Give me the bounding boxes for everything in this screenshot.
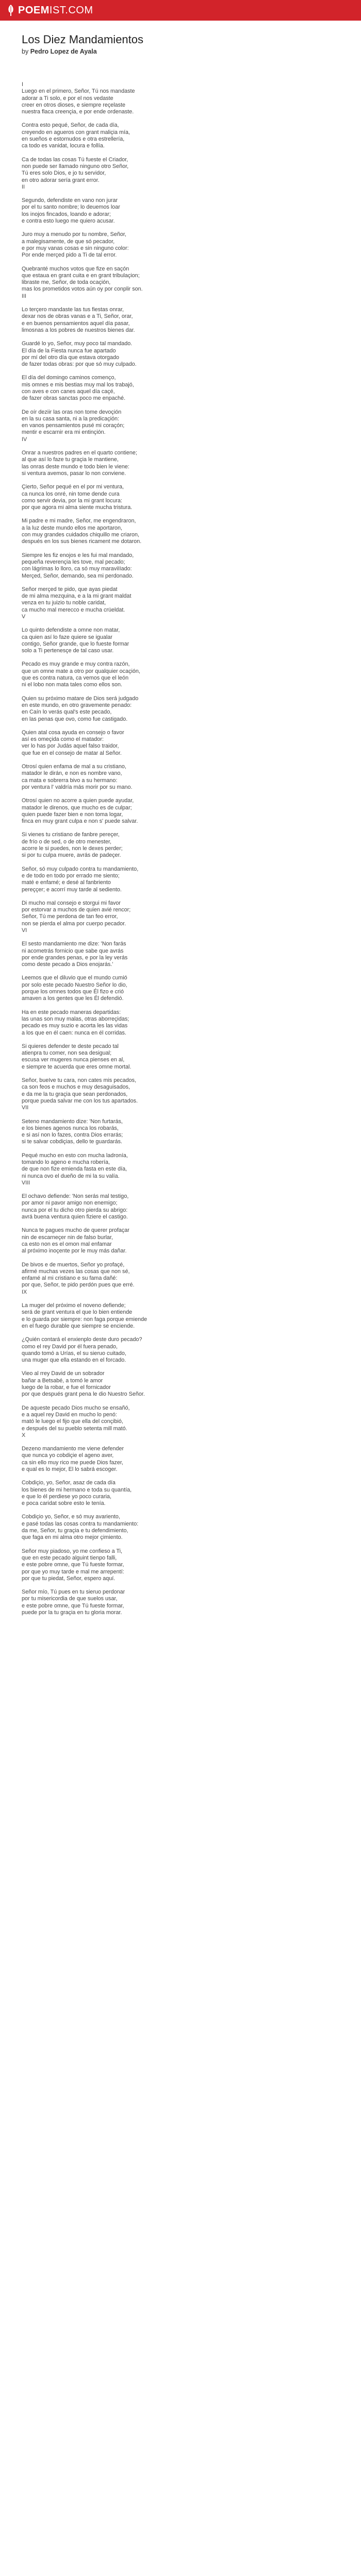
poem-line: atienpra tu comer, non sea desigual; (22, 1050, 112, 1057)
poem-line: Quien su próximo matare de Dios será judgado (22, 695, 139, 702)
poem-line: ni el lobo non mata tales como ellos son. (22, 682, 123, 688)
poem-line: pecado es muy suzio e acorta les las vidas (22, 1023, 128, 1029)
author-by-label: by (22, 48, 29, 55)
poem-line: VI (22, 927, 27, 934)
poem-line: da me, Señor, tu graçia e tu defendimiento, (22, 1528, 128, 1534)
poem-line: e por muy vanas cosas e sin ninguno color: (22, 245, 129, 251)
poem-stanza (22, 122, 238, 149)
poem-line: De oír deziir las oras non tome devoçión (22, 409, 122, 415)
poem-line: Otrosí quien no acorre a quien puede ayudar, (22, 798, 134, 804)
poem-line: Dezeno mandamiento me viene defender (22, 1446, 124, 1452)
poem-stanza (22, 866, 238, 893)
poem-line: por solo este pecado Nuestro Señor lo dio, (22, 981, 127, 988)
poem-line: El sesto mandamiento me dize: 'Non farás (22, 941, 126, 947)
poem-line: Pecado es muy grande e muy contra razón, (22, 661, 130, 668)
poem-stanza (22, 941, 238, 968)
poem-line: afirmé muchas vezes las cosas que non sé, (22, 1268, 130, 1275)
poem-line: con lágrimas lo lloro, ca só muy maraviIIado: (22, 566, 132, 572)
poem-line: Señor, só muy culpado contra tu mandamiento, (22, 866, 139, 872)
poem-line: nin de escarneçer nin de falso burlar, (22, 1234, 113, 1241)
poem-line: en sueños e estornudos e otra estrellería, (22, 136, 125, 143)
poem-line: e de todo en todo por errado me siento; (22, 872, 120, 879)
poem-line: Juro muy a menudo por tu nombre, Señor, (22, 231, 126, 238)
poem-line: matador le dirán, e non es nombre vano, (22, 770, 122, 777)
poem-stanza (22, 157, 238, 191)
poem-line: e qual es lo mejor, El lo sabrá escoger. (22, 1466, 118, 1472)
poem-line: los inojos fincados, loando e adorar; (22, 211, 111, 217)
poem-stanza (22, 518, 238, 545)
poem-line: Vieo al rrey David de un sobrador (22, 1370, 105, 1377)
poem-line: por ende grandes penas, e por la ley verás (22, 954, 128, 961)
poem-line: Ha en este pecado maneras departidas: (22, 1009, 121, 1015)
poem-line: Onrar a nuestros padres en el quarto contiene; (22, 450, 137, 456)
poem-stanza (22, 341, 238, 368)
poem-line: Señor, bueIve tu cara, non cates mis pecados, (22, 1077, 137, 1084)
poem-line: si ventura avemos, pasar lo non conviene. (22, 470, 126, 477)
poem-line: luego de la robar, e fue el fornicador (22, 1384, 111, 1391)
poem-line: e siempre te acuerda que eres omne mortal. (22, 1063, 132, 1070)
poem-line: quien puede fazer bien e non toma logar, (22, 811, 123, 818)
poem-line: mató le luego el fijo que ella del conçibió, (22, 1418, 123, 1425)
poem-line: creer en otros dioses, e siempre reçelaste (22, 101, 126, 108)
poem-line: por que tu piedat, Señor, espero aquí. (22, 1575, 116, 1582)
site-header (0, 0, 361, 21)
poem-line: limosnas a los pobres de nuestros bienes dar. (22, 327, 135, 333)
poem-line: e lo guarda por siempre: non faga porque emiende (22, 1316, 147, 1323)
poem-line: venza en tu juizio tu noble caridat, (22, 600, 106, 606)
poem-line: avrá buena ventura quien fiziere el castigo. (22, 1214, 128, 1221)
logo-text-bold: POEM (18, 4, 50, 16)
poem-author (22, 47, 238, 56)
poem-line: Seteno mandamiento dize: 'Non furtarás, (22, 1118, 123, 1125)
poem-line: de fazer todas obras: por que só muy culpado. (22, 361, 137, 368)
poem-body (22, 81, 238, 1616)
poem-line: que estaua en grant cuita e en grant tribulaçion; (22, 272, 140, 279)
poem-line: IV (22, 436, 27, 443)
poem-line: Otrosí quien enfama de mal a su cristiano, (22, 764, 126, 770)
poem-line: escusa ver mugeres nunca pienses en al, (22, 1057, 125, 1063)
poem-line: ca mata e sobrerra bivo a su hermano: (22, 777, 118, 784)
poem-line: El día de la Fiesta nunca fue apartado (22, 347, 116, 354)
poem-line: una muger que ella estando en el forcado. (22, 1357, 126, 1364)
logo-text-rest: IST.COM (49, 4, 93, 16)
poem-line: que en este pecado alguint tienpo falli, (22, 1554, 117, 1561)
poem-line: ca esto non es el omon mal enfamar (22, 1241, 112, 1247)
poem-stanza (22, 1262, 238, 1296)
poem-line: mentir e escarnir era mi entinçión. (22, 429, 106, 436)
poem-stanza (22, 552, 238, 580)
poem-line: Pequé mucho en esto con mucha ladronía, (22, 1152, 128, 1159)
poem-line: dexar nos de obras vanas e a Ti, Señor, orar, (22, 313, 133, 320)
poem-line: que nunca yo cobdiçie el ageno aver, (22, 1452, 114, 1459)
poem-stanza (22, 1370, 238, 1398)
poem-stanza (22, 1446, 238, 1473)
poem-line: de frío o de sed, o de otro menester, (22, 838, 112, 845)
poem-stanza (22, 231, 238, 259)
quill-icon (7, 5, 14, 16)
poem-line: quando tomó a Urías, el su sieruo cuitado, (22, 1350, 126, 1357)
poem-line: de fazer obras sanctas poco me enpaché. (22, 395, 126, 402)
poem-line: Señor muy piadoso, yo me confieso a Ti, (22, 1548, 123, 1554)
poem-line: por el tu santo nombre; lo deuemos loar (22, 204, 120, 211)
poem-line: e los bienes agenos nunca los robarás, (22, 1125, 119, 1131)
poem-line: las unas son muy malas, otras aborreçidas; (22, 1015, 129, 1022)
poem-stanza (22, 764, 238, 791)
poem-line: si te salvar cobdiçias, dello te guardarás. (22, 1139, 123, 1145)
poem-line: El ochavo defiende: 'Non serás mal testigo, (22, 1193, 129, 1200)
poem-line: X (22, 1432, 26, 1438)
poem-line: acorre le si puedes, non le dexes perder; (22, 845, 123, 852)
poem-line: de mi alma mezquina, e a la mi grant maldat (22, 593, 132, 600)
poem-line: por que, Señor, te pido perdón pues que erré. (22, 1282, 135, 1289)
poem-line: por tu misericordia de que suelos usar, (22, 1596, 118, 1602)
poem-line: porque los omnes todos que Él fizo e crió (22, 989, 124, 995)
poem-line: después en los sus bienes ricament me dotaron. (22, 538, 142, 545)
poem-line: con muy grandes cuidados chiquillo me criaron, (22, 532, 140, 538)
poem-line: matador le direnos, que mucho es de culpar; (22, 804, 132, 811)
poem-line: por que agora mi alma siente mucha tristura. (22, 504, 133, 511)
poem-line: De bivos e de muertos, Señor yo profaçé, (22, 1261, 125, 1268)
poem-line: ca mucho mal merecco e mucha crüeldat. (22, 606, 125, 613)
poem-line: como deste pecado a Dios enojarás.' (22, 961, 113, 968)
poem-stanza (22, 900, 238, 934)
poem-line: enfamé al mi cristiano e su fama dañé: (22, 1275, 118, 1282)
poem-line: Si quieres defender te deste pecado tal (22, 1043, 119, 1049)
poem-title: Los Diez Mandamientos (22, 33, 144, 46)
poem-line: V (22, 614, 26, 620)
poem-line: El día del domingo caminos començo, (22, 375, 116, 381)
poem-line: e contra esto luego me quiero acusar. (22, 218, 115, 225)
poem-line: por que después grant pena le dio Nuestro Señor. (22, 1391, 145, 1398)
poem-line: como el rey David por él fuera penado, (22, 1343, 118, 1350)
poem-line: e da me la tu graçia que sean perdonados, (22, 1091, 128, 1097)
poem-stanza (22, 798, 238, 825)
poem-line: ¿Quién contará el enxienplo deste duro pecado? (22, 1336, 142, 1343)
poem-line: las onras deste mundo e todo bien le viene: (22, 463, 129, 470)
poem-line: e después del su pueblo setenta mill mató. (22, 1425, 127, 1432)
poem-line: puede por la tu graçia en tu gloria morar. (22, 1609, 122, 1616)
poem-line: a malegisamente, de que só pecador, (22, 238, 115, 245)
poem-line: ca son feos e muchos e muy desaguisados, (22, 1084, 130, 1091)
poem-line: al próximo inoçente por le muy más dañar. (22, 1248, 127, 1255)
poem-line: II (22, 183, 25, 190)
poem-line: e pasé todas las cosas contra tu mandamiento: (22, 1520, 139, 1527)
poem-line: en Caín lo verás qual's este pecado, (22, 709, 112, 716)
poem-line: por mí del otro día que estava otorgado (22, 354, 120, 361)
poem-line: Cobdiçio yo, Señor, e só muy avariento, (22, 1514, 120, 1520)
poem-line: Quebranté muchos votos que fize en saçón (22, 265, 129, 272)
poem-line: ver lo has por Judás aquel falso traidor, (22, 743, 119, 750)
poem-line: Mi padre e mi madre, Señor, me engendraron, (22, 518, 136, 524)
poem-line: III (22, 293, 26, 299)
poem-stanza (22, 375, 238, 402)
poem-line: Luego en el primero, Señor, Tú nos mandaste (22, 88, 135, 95)
poem-line: bañar a Betsabé, a tomó le amor (22, 1377, 103, 1384)
poem-stanza (22, 1227, 238, 1255)
poem-line: e a aquel rey David en mucho lo penó: (22, 1411, 117, 1418)
poem-stanza (22, 661, 238, 688)
poem-line: maté e enfamé; e desé al fanbriento (22, 879, 111, 886)
poem-stanza (22, 1405, 238, 1439)
poem-line: con aves e con canes aquel día caçé, (22, 388, 115, 395)
poem-stanza (22, 832, 238, 859)
poem-line: pereççer; e acorrí muy tarde al sediento. (22, 886, 122, 893)
poem-line: Cobdiçio, yo, Señor, asaz de cada día (22, 1480, 116, 1486)
poem-line: por amor ni pavor amigo non enemigo; (22, 1200, 118, 1207)
poem-line: tomando lo ageno e mucha robería, (22, 1159, 110, 1165)
logo-text (18, 5, 93, 16)
poem-line: La muger del próximo el noveno defiende; (22, 1302, 126, 1309)
poem-line: e en buenos pensamientos aquel día pasar, (22, 320, 130, 327)
poem-line: Çierto, Señor pequé en el por mi ventura, (22, 484, 124, 490)
poem-stanza (22, 409, 238, 443)
poem-line: De aqueste pecado Dios mucho se ensañó, (22, 1404, 130, 1411)
poem-stanza (22, 81, 238, 115)
poem-line: Lo quinto defendiste a omne non matar, (22, 627, 120, 634)
poem-line: Merçed, Señor, demando, sea mi perdonado. (22, 572, 134, 579)
poem-line: por que yo muy tarde e mal me arrepentí: (22, 1568, 124, 1575)
author-name[interactable]: Pedro Lopez de Ayala (30, 48, 97, 55)
poem-line: al que así lo faze tu graçia le mantiene, (22, 456, 119, 463)
poem-line: Segundo, defendiste en vano non jurar (22, 197, 118, 204)
poem-line: e que lo él perdiese yo poco curaria, (22, 1493, 112, 1500)
poem-line: será de grant ventura el que lo bien entiende (22, 1309, 133, 1316)
poem-line: ca todo es vanidat, locura e follía. (22, 143, 105, 149)
poem-line: non puede ser llamado ninguno otro Señor, (22, 163, 129, 170)
poem-line: en la su casa santa, ni a la predicaçión: (22, 415, 120, 422)
poem-line: Di mucho mal consejo e storgui mi favor (22, 900, 121, 906)
poem-line: e este pobre omne, que Tú fueste formar, (22, 1562, 124, 1568)
poem-content (22, 33, 238, 1623)
poem-line: amaven a los gentes que les Él defendió. (22, 995, 124, 1002)
poem-stanza (22, 975, 238, 1002)
poem-line: así es omeçida como el matador: (22, 736, 104, 743)
poem-stanza (22, 307, 238, 334)
poem-stanza (22, 627, 238, 654)
poem-stanza (22, 586, 238, 620)
poem-line: en el fuego durable que siempre se enciende. (22, 1323, 135, 1329)
poem-stanza (22, 1077, 238, 1111)
site-logo[interactable] (7, 5, 93, 16)
poem-line: Por ende merçed pido a Ti de tal error. (22, 252, 117, 259)
poem-line: nunca por el tu dicho otro pierda su abrigo: (22, 1207, 128, 1213)
poem-line: solo a Ti pertenesçe de tal caso usar. (22, 648, 114, 654)
poem-line: Leemos que el diluvio que el mundo cumió (22, 975, 127, 981)
poem-line: adorar a Ti solo, e por el nos vedaste (22, 95, 113, 101)
poem-line: ca sin ello muy rico me puede Dios fazer, (22, 1459, 123, 1466)
poem-line: Tú eres solo Dios, e jo tu servidor, (22, 170, 106, 177)
poem-line: non se pierda el alma por cuerpo pecador. (22, 920, 126, 927)
poem-line: VII (22, 1105, 29, 1111)
poem-stanza (22, 1480, 238, 1507)
poem-line: contigo, Señor grande, que lo fueste formar (22, 640, 129, 647)
poem-stanza (22, 696, 238, 723)
poem-line: finca en muy grant culpa e non s' puede salvar. (22, 818, 138, 825)
poem-line: en otro adorar sería grant error. (22, 177, 100, 183)
poem-line: que fue en el consejo de matar al Señor. (22, 750, 122, 756)
poem-stanza (22, 1043, 238, 1071)
poem-line: pequeña reverençia les tove, mal pecado; (22, 558, 125, 565)
poem-line: Ca de todas las cosas Tú fueste el Criador, (22, 156, 128, 163)
poem-line: Contra esto pequé, Señor, de cada día, (22, 122, 119, 129)
poem-line: VIII (22, 1179, 30, 1186)
poem-line: Señor, Tú me perdona de tan feo error, (22, 913, 118, 920)
poem-line: que es contra natura, ca vemos que el león (22, 675, 129, 682)
poem-stanza (22, 1514, 238, 1541)
poem-line: Siempre les fiz enojos e les fui mal mandado, (22, 552, 134, 558)
poem-stanza (22, 1009, 238, 1037)
poem-line: ca quien así lo faze quiere se igualar (22, 634, 112, 640)
poem-line: e este pobre omne, que Tú fueste formar, (22, 1602, 124, 1609)
poem-line: de que non fize emienda fasta en este día, (22, 1166, 127, 1173)
poem-line: nuestra flaca creençia, e por ende ordenaste. (22, 109, 134, 115)
poem-line: Si vienes tu cristiano de fanbre pereçer, (22, 832, 120, 838)
poem-line: ca nunca los onré, nin tome dende cura (22, 490, 120, 497)
poem-stanza (22, 450, 238, 477)
poem-line: libraste me, Señor, de toda ocaçión, (22, 279, 111, 286)
poem-line: I (22, 81, 23, 88)
poem-stanza (22, 1153, 238, 1187)
poem-line: Nunca te pagues mucho de querer profaçar (22, 1227, 129, 1234)
poem-line: creyendo en agueros con grant maliçia mía, (22, 129, 130, 135)
poem-line: a los que en él caen: nunca en él corridas. (22, 1029, 126, 1036)
poem-line: los bienes de mi hermano e toda su quantía, (22, 1486, 132, 1493)
poem-line: en este mundo, en otro gravemente penado: (22, 702, 132, 708)
poem-line: como servir devia, por la mi grant locura: (22, 497, 123, 504)
poem-line: Guardé lo yo, Señor, muy poco tal mandado. (22, 341, 133, 347)
poem-line: Lo terçero mandaste las tus fiestas onrar, (22, 307, 124, 313)
poem-line: IX (22, 1289, 27, 1295)
poem-line: e si así non lo fazes, contra Dios errarás; (22, 1132, 123, 1139)
poem-line: Señor merçed te pido, que ayas piedat (22, 586, 118, 592)
poem-stanza (22, 730, 238, 757)
poem-line: mas los prometidos votos aún oy por conplir son. (22, 286, 143, 293)
poem-stanza (22, 484, 238, 511)
poem-line: que faga en mi alma otro mejor çimiento. (22, 1534, 123, 1541)
poem-line: en las penas que ovo, como fue castigado. (22, 716, 128, 722)
poem-stanza (22, 1336, 238, 1364)
poem-line: que un omne mate a otro por qualquier ocaçión, (22, 668, 140, 674)
poem-line: por ventura l' valdría más morir por su mano. (22, 784, 133, 790)
poem-stanza (22, 1548, 238, 1582)
poem-line: e poca caridat sobre esto le tenía. (22, 1500, 106, 1507)
poem-line: ni acometrás fornicio que sabe que avrás (22, 947, 124, 954)
poem-stanza (22, 266, 238, 300)
poem-line: a la luz deste mundo ellos me aportaron, (22, 524, 123, 531)
poem-line: si por tu culpa muere, avrás de padeçer. (22, 852, 121, 859)
poem-line: porque pueda salvar me con los tus apartados. (22, 1097, 138, 1104)
poem-line: Señor mío, Tú pues en tu sieruo perdonar (22, 1589, 125, 1596)
poem-stanza (22, 197, 238, 225)
poem-line: en vanos pensamientos pusé mi coraçón; (22, 422, 125, 429)
poem-line: Quien atal cosa ayuda en consejo o favor (22, 729, 124, 736)
poem-stanza (22, 1589, 238, 1616)
poem-stanza (22, 1118, 238, 1146)
poem-stanza (22, 1193, 238, 1221)
poem-line: por estorvar a muchos de quien avié rencor; (22, 907, 131, 913)
poem-line: mis omnes e mis bestias muy mal los trabajó, (22, 381, 134, 388)
poem-stanza (22, 1302, 238, 1330)
poem-line: ni nunca ovo el dueño de mi la su valía. (22, 1173, 120, 1179)
